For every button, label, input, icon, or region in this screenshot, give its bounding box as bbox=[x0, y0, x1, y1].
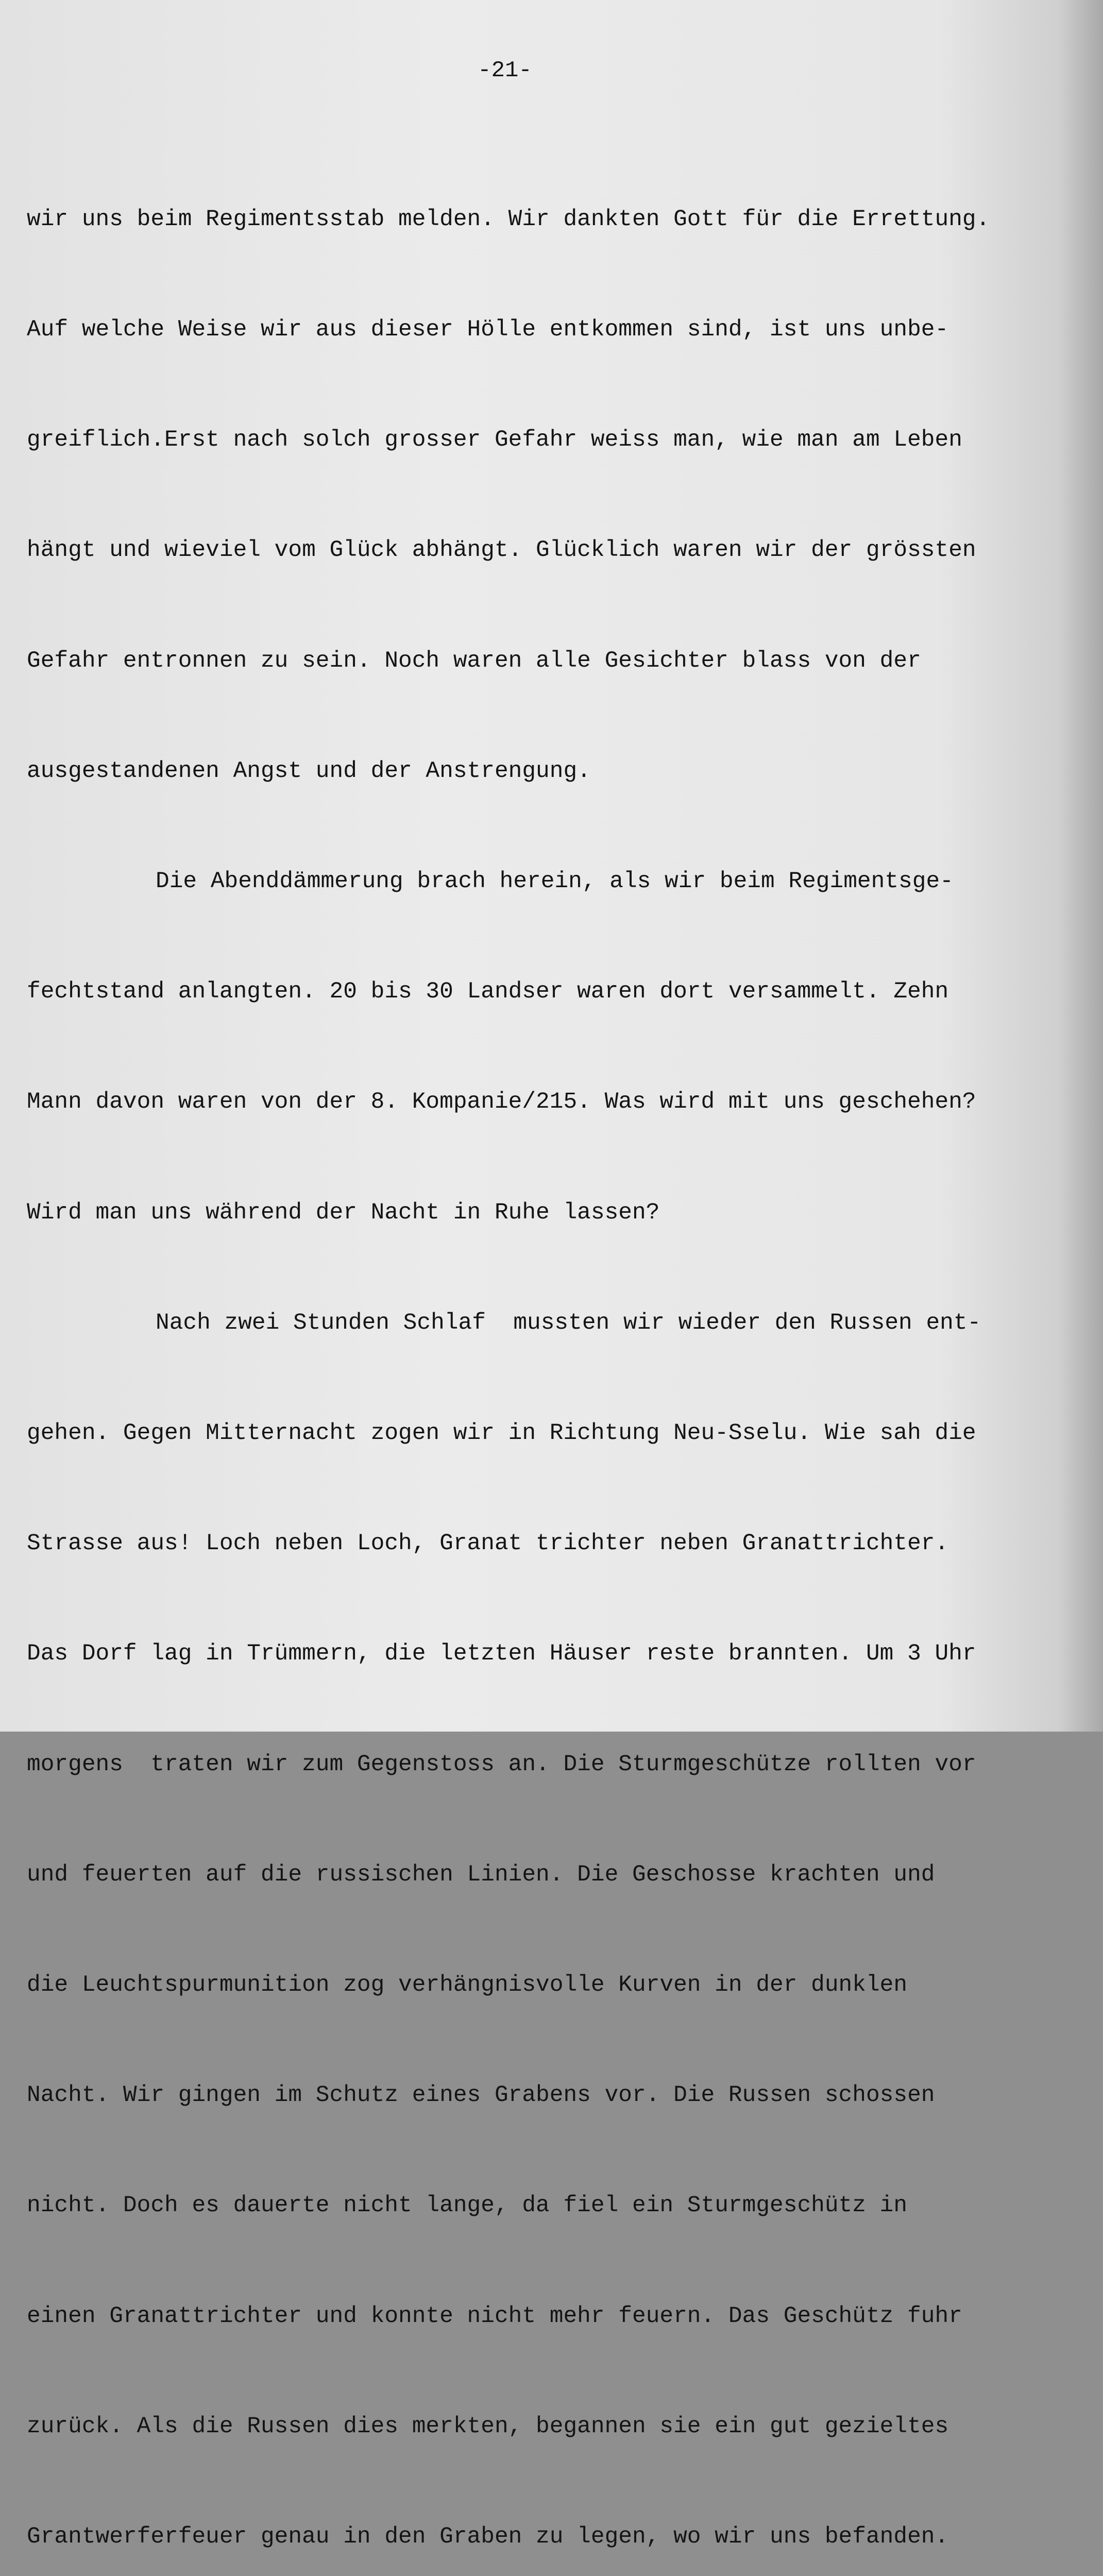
text-line: Wird man uns während der Nacht in Ruhe lassen? bbox=[27, 1199, 660, 1226]
text-line: Nach zwei Stunden Schlaf mussten wir wieder den Russen ent- bbox=[156, 1310, 981, 1336]
text-line: ausgestandenen Angst und der Anstrengung. bbox=[27, 758, 591, 784]
text-line: Nacht. Wir gingen im Schutz eines Grabens vor. Die Russen schossen bbox=[27, 2082, 935, 2109]
text-line: wir uns beim Regimentsstab melden. Wir dankten Gott für die Errettung. bbox=[27, 206, 990, 232]
text-line: Strasse aus! Loch neben Loch, Granat trichter neben Granattrichter. bbox=[27, 1531, 949, 1557]
text-line: gehen. Gegen Mitternacht zogen wir in Richtung Neu-Sselu. Wie sah die bbox=[27, 1420, 976, 1447]
text-line: die Leuchtspurmunition zog verhängnisvolle Kurven in der dunklen bbox=[27, 1972, 908, 1998]
text-line: morgens traten wir zum Gegenstoss an. Die Sturmgeschütze rollten vor bbox=[27, 1751, 976, 1777]
text-line: Grantwerferfeuer genau in den Graben zu legen, wo wir uns befanden. bbox=[27, 2524, 949, 2550]
text-line: und feuerten auf die russischen Linien. Die Geschosse krachten und bbox=[27, 1861, 935, 1888]
text-line: zurück. Als die Russen dies merkten, begannen sie ein gut gezieltes bbox=[27, 2413, 949, 2439]
body-text bbox=[27, 128, 1052, 2576]
text-line: einen Granattrichter und konnte nicht mehr feuern. Das Geschütz fuhr bbox=[27, 2303, 962, 2329]
page-number: -21- bbox=[478, 58, 532, 83]
text-line: hängt und wieviel vom Glück abhängt. Glücklich waren wir der grössten bbox=[27, 537, 976, 564]
text-line: Auf welche Weise wir aus dieser Hölle entkommen sind, ist uns unbe- bbox=[27, 317, 949, 343]
text-line: Gefahr entronnen zu sein. Noch waren alle Gesichter blass von der bbox=[27, 648, 921, 674]
text-line: Die Abenddämmerung brach herein, als wir beim Regimentsge- bbox=[156, 869, 954, 895]
text-line: nicht. Doch es dauerte nicht lange, da fiel ein Sturmgeschütz in bbox=[27, 2193, 908, 2219]
text-line: Das Dorf lag in Trümmern, die letzten Häuser reste brannten. Um 3 Uhr bbox=[27, 1641, 976, 1667]
text-line: fechtstand anlangten. 20 bis 30 Landser waren dort versammelt. Zehn bbox=[27, 979, 949, 1005]
text-line: Mann davon waren von der 8. Kompanie/215. Was wird mit uns geschehen? bbox=[27, 1089, 976, 1115]
text-line: greiflich.Erst nach solch grosser Gefahr weiss man, wie man am Leben bbox=[27, 427, 962, 453]
